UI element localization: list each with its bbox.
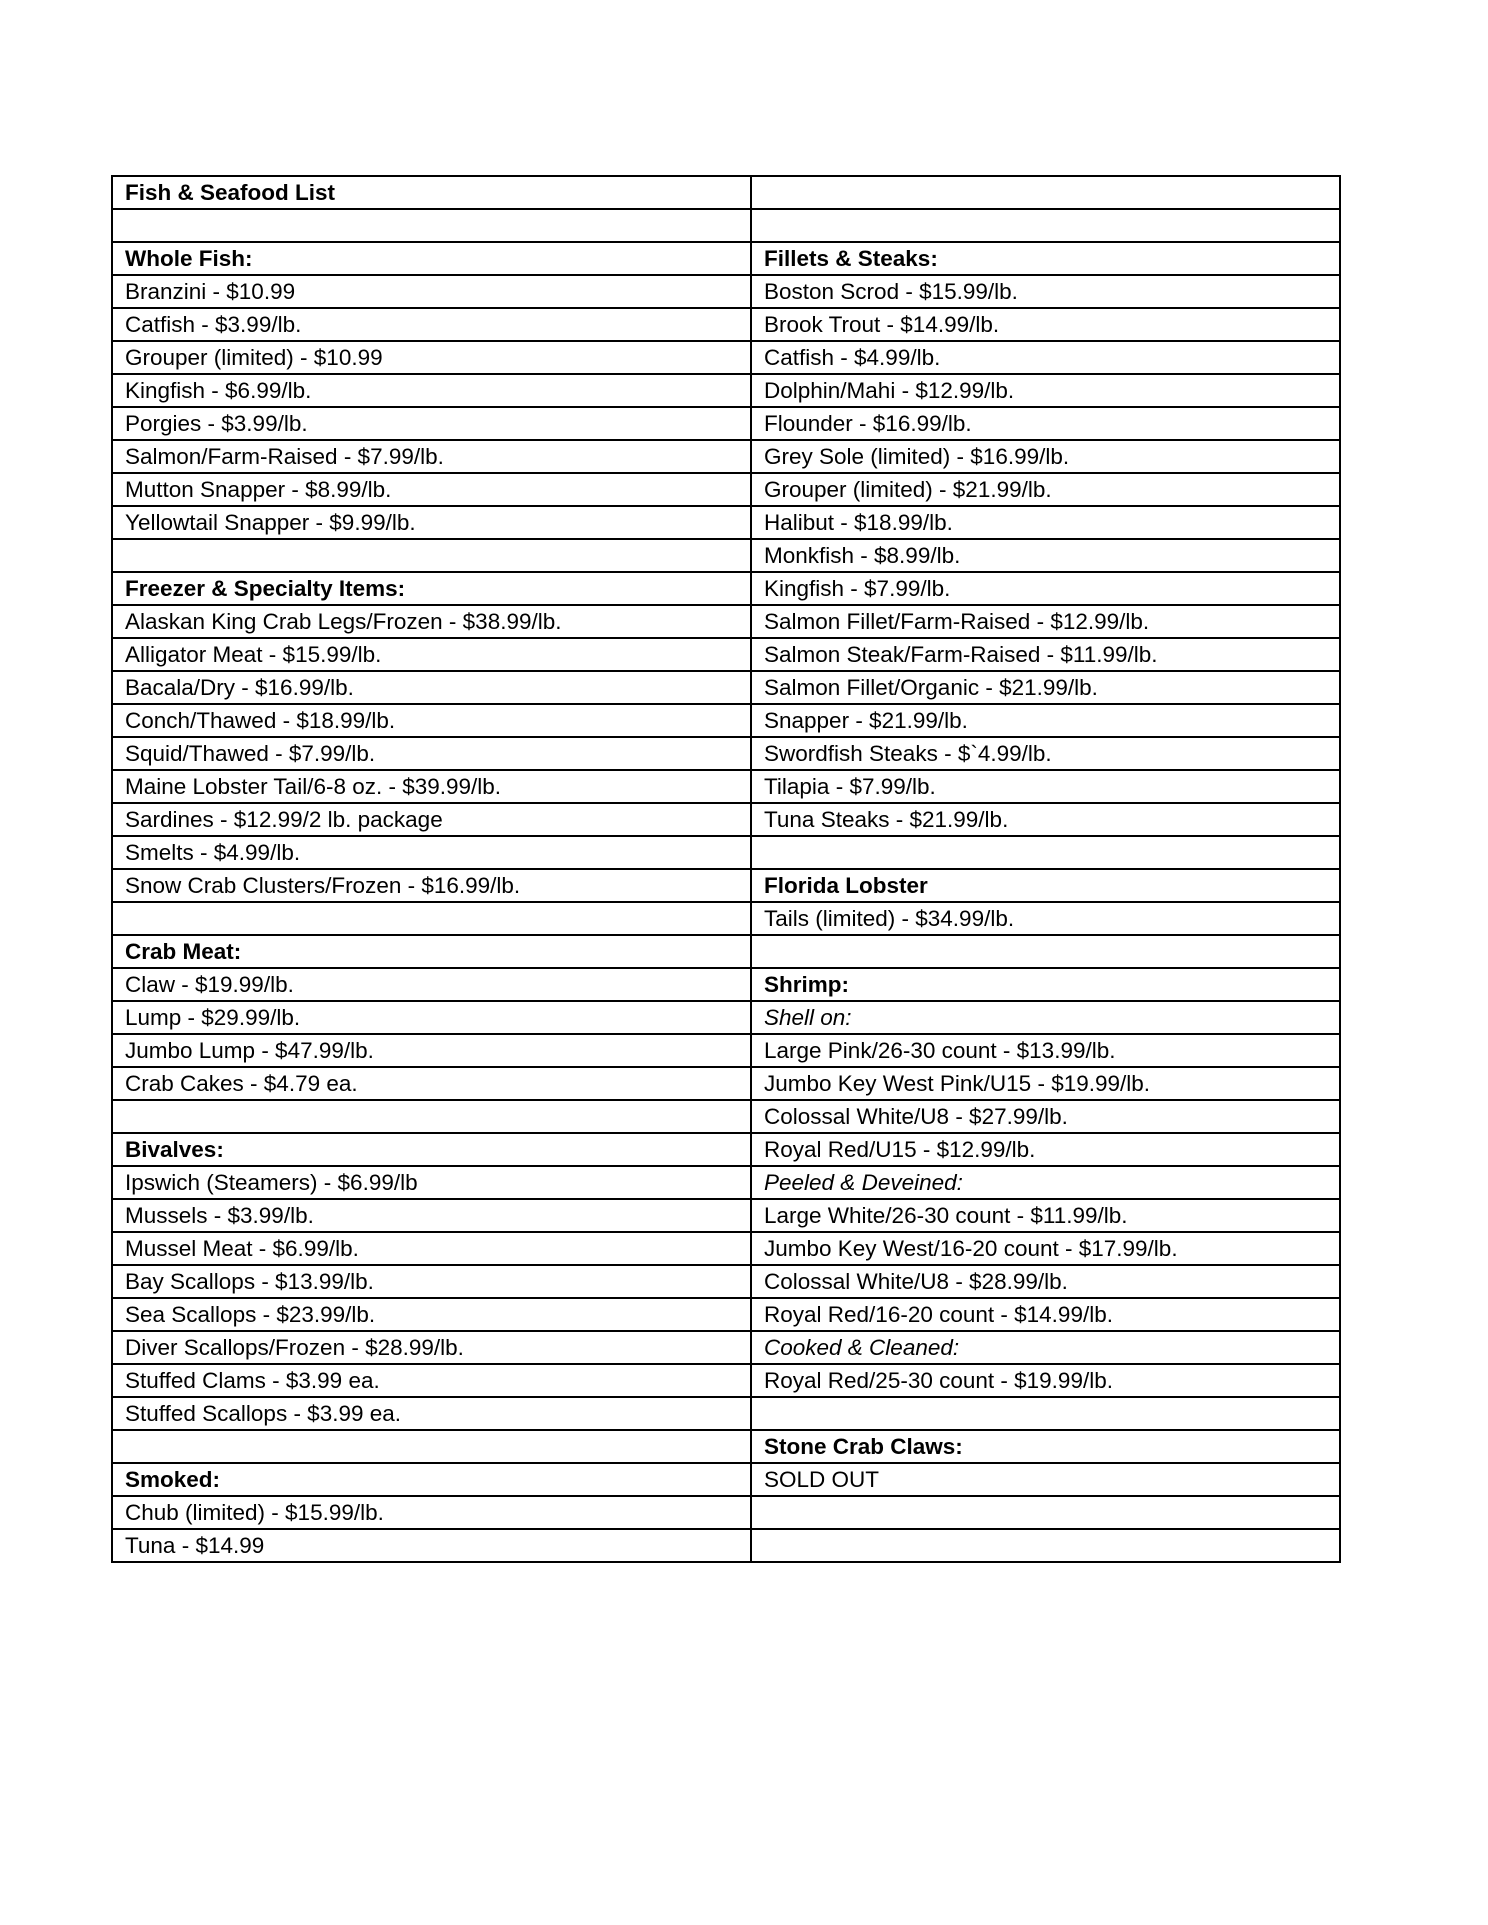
left-column-cell: Ipswich (Steamers) - $6.99/lb (112, 1166, 751, 1199)
right-column-cell: Salmon Steak/Farm-Raised - $11.99/lb. (751, 638, 1340, 671)
right-column-cell (751, 1529, 1340, 1562)
right-column-cell: Royal Red/25-30 count - $19.99/lb. (751, 1364, 1340, 1397)
right-column-cell: Royal Red/U15 - $12.99/lb. (751, 1133, 1340, 1166)
left-column-cell: Maine Lobster Tail/6-8 oz. - $39.99/lb. (112, 770, 751, 803)
right-column-cell: Royal Red/16-20 count - $14.99/lb. (751, 1298, 1340, 1331)
table-row (112, 1496, 1340, 1529)
right-column-cell: Large White/26-30 count - $11.99/lb. (751, 1199, 1340, 1232)
table-row (112, 539, 1340, 572)
table-row (112, 1067, 1340, 1100)
right-column-cell: Swordfish Steaks - $`4.99/lb. (751, 737, 1340, 770)
table-row (112, 1199, 1340, 1232)
left-column-cell: Bacala/Dry - $16.99/lb. (112, 671, 751, 704)
left-column-cell: Yellowtail Snapper - $9.99/lb. (112, 506, 751, 539)
left-column-cell (112, 539, 751, 572)
table-row (112, 176, 1340, 209)
table-row (112, 374, 1340, 407)
left-column-cell: Chub (limited) - $15.99/lb. (112, 1496, 751, 1529)
right-column-cell: Colossal White/U8 - $27.99/lb. (751, 1100, 1340, 1133)
table-row (112, 737, 1340, 770)
seafood-table-body (112, 176, 1340, 1562)
right-column-cell: Shrimp: (751, 968, 1340, 1001)
right-column-cell (751, 209, 1340, 242)
table-row (112, 902, 1340, 935)
right-column-cell: Monkfish - $8.99/lb. (751, 539, 1340, 572)
left-column-cell: Tuna - $14.99 (112, 1529, 751, 1562)
right-column-cell: Halibut - $18.99/lb. (751, 506, 1340, 539)
left-column-cell (112, 902, 751, 935)
right-column-cell (751, 1397, 1340, 1430)
right-column-cell: SOLD OUT (751, 1463, 1340, 1496)
table-row (112, 308, 1340, 341)
right-column-cell: Snapper - $21.99/lb. (751, 704, 1340, 737)
table-row (112, 836, 1340, 869)
table-row (112, 968, 1340, 1001)
right-column-cell: Kingfish - $7.99/lb. (751, 572, 1340, 605)
left-column-cell: Smoked: (112, 1463, 751, 1496)
table-row (112, 935, 1340, 968)
left-column-cell (112, 209, 751, 242)
table-row (112, 1298, 1340, 1331)
right-column-cell: Tilapia - $7.99/lb. (751, 770, 1340, 803)
right-column-cell: Stone Crab Claws: (751, 1430, 1340, 1463)
table-row (112, 1265, 1340, 1298)
left-column-cell: Salmon/Farm-Raised - $7.99/lb. (112, 440, 751, 473)
right-column-cell: Boston Scrod - $15.99/lb. (751, 275, 1340, 308)
left-column-cell: Sardines - $12.99/2 lb. package (112, 803, 751, 836)
right-column-cell: Jumbo Key West/16-20 count - $17.99/lb. (751, 1232, 1340, 1265)
right-column-cell: Flounder - $16.99/lb. (751, 407, 1340, 440)
left-column-cell: Porgies - $3.99/lb. (112, 407, 751, 440)
table-row (112, 605, 1340, 638)
right-column-cell (751, 935, 1340, 968)
right-column-cell (751, 836, 1340, 869)
right-column-cell: Jumbo Key West Pink/U15 - $19.99/lb. (751, 1067, 1340, 1100)
table-row (112, 407, 1340, 440)
left-column-cell: Kingfish - $6.99/lb. (112, 374, 751, 407)
left-column-cell: Crab Meat: (112, 935, 751, 968)
right-column-cell: Fillets & Steaks: (751, 242, 1340, 275)
left-column-cell: Alaskan King Crab Legs/Frozen - $38.99/lb. (112, 605, 751, 638)
left-column-cell: Lump - $29.99/lb. (112, 1001, 751, 1034)
table-row (112, 341, 1340, 374)
table-row (112, 704, 1340, 737)
table-row (112, 770, 1340, 803)
left-column-cell: Squid/Thawed - $7.99/lb. (112, 737, 751, 770)
right-column-cell: Shell on: (751, 1001, 1340, 1034)
left-column-cell: Bivalves: (112, 1133, 751, 1166)
table-row (112, 1430, 1340, 1463)
table-row (112, 440, 1340, 473)
right-column-cell: Salmon Fillet/Farm-Raised - $12.99/lb. (751, 605, 1340, 638)
right-column-cell (751, 176, 1340, 209)
left-column-cell: Stuffed Scallops - $3.99 ea. (112, 1397, 751, 1430)
seafood-price-table (111, 175, 1341, 1563)
left-column-cell (112, 1100, 751, 1133)
left-column-cell: Smelts - $4.99/lb. (112, 836, 751, 869)
table-row (112, 803, 1340, 836)
table-row (112, 1232, 1340, 1265)
left-column-cell: Crab Cakes - $4.79 ea. (112, 1067, 751, 1100)
left-column-cell: Mutton Snapper - $8.99/lb. (112, 473, 751, 506)
table-row (112, 1034, 1340, 1067)
left-column-cell: Conch/Thawed - $18.99/lb. (112, 704, 751, 737)
left-column-cell: Stuffed Clams - $3.99 ea. (112, 1364, 751, 1397)
table-row (112, 1331, 1340, 1364)
right-column-cell: Colossal White/U8 - $28.99/lb. (751, 1265, 1340, 1298)
table-row (112, 209, 1340, 242)
right-column-cell: Brook Trout - $14.99/lb. (751, 308, 1340, 341)
left-column-cell: Freezer & Specialty Items: (112, 572, 751, 605)
table-row (112, 242, 1340, 275)
table-row (112, 1166, 1340, 1199)
left-column-cell: Claw - $19.99/lb. (112, 968, 751, 1001)
table-row (112, 572, 1340, 605)
right-column-cell: Tuna Steaks - $21.99/lb. (751, 803, 1340, 836)
table-row (112, 506, 1340, 539)
table-row (112, 1364, 1340, 1397)
left-column-cell: Branzini - $10.99 (112, 275, 751, 308)
left-column-cell: Diver Scallops/Frozen - $28.99/lb. (112, 1331, 751, 1364)
left-column-cell: Whole Fish: (112, 242, 751, 275)
right-column-cell: Catfish - $4.99/lb. (751, 341, 1340, 374)
right-column-cell: Grouper (limited) - $21.99/lb. (751, 473, 1340, 506)
right-column-cell: Dolphin/Mahi - $12.99/lb. (751, 374, 1340, 407)
table-row (112, 638, 1340, 671)
right-column-cell: Peeled & Deveined: (751, 1166, 1340, 1199)
left-column-cell: Catfish - $3.99/lb. (112, 308, 751, 341)
left-column-cell: Jumbo Lump - $47.99/lb. (112, 1034, 751, 1067)
table-row (112, 1463, 1340, 1496)
table-row (112, 671, 1340, 704)
table-row (112, 473, 1340, 506)
table-row (112, 1100, 1340, 1133)
table-row (112, 1397, 1340, 1430)
right-column-cell: Salmon Fillet/Organic - $21.99/lb. (751, 671, 1340, 704)
table-row (112, 1529, 1340, 1562)
table-row (112, 1133, 1340, 1166)
table-row (112, 275, 1340, 308)
left-column-cell: Grouper (limited) - $10.99 (112, 341, 751, 374)
left-column-cell: Fish & Seafood List (112, 176, 751, 209)
table-row (112, 1001, 1340, 1034)
left-column-cell: Mussel Meat - $6.99/lb. (112, 1232, 751, 1265)
left-column-cell: Alligator Meat - $15.99/lb. (112, 638, 751, 671)
table-row (112, 869, 1340, 902)
left-column-cell: Bay Scallops - $13.99/lb. (112, 1265, 751, 1298)
left-column-cell (112, 1430, 751, 1463)
right-column-cell (751, 1496, 1340, 1529)
left-column-cell: Mussels - $3.99/lb. (112, 1199, 751, 1232)
left-column-cell: Snow Crab Clusters/Frozen - $16.99/lb. (112, 869, 751, 902)
right-column-cell: Grey Sole (limited) - $16.99/lb. (751, 440, 1340, 473)
right-column-cell: Florida Lobster (751, 869, 1340, 902)
right-column-cell: Cooked & Cleaned: (751, 1331, 1340, 1364)
left-column-cell: Sea Scallops - $23.99/lb. (112, 1298, 751, 1331)
right-column-cell: Tails (limited) - $34.99/lb. (751, 902, 1340, 935)
right-column-cell: Large Pink/26-30 count - $13.99/lb. (751, 1034, 1340, 1067)
